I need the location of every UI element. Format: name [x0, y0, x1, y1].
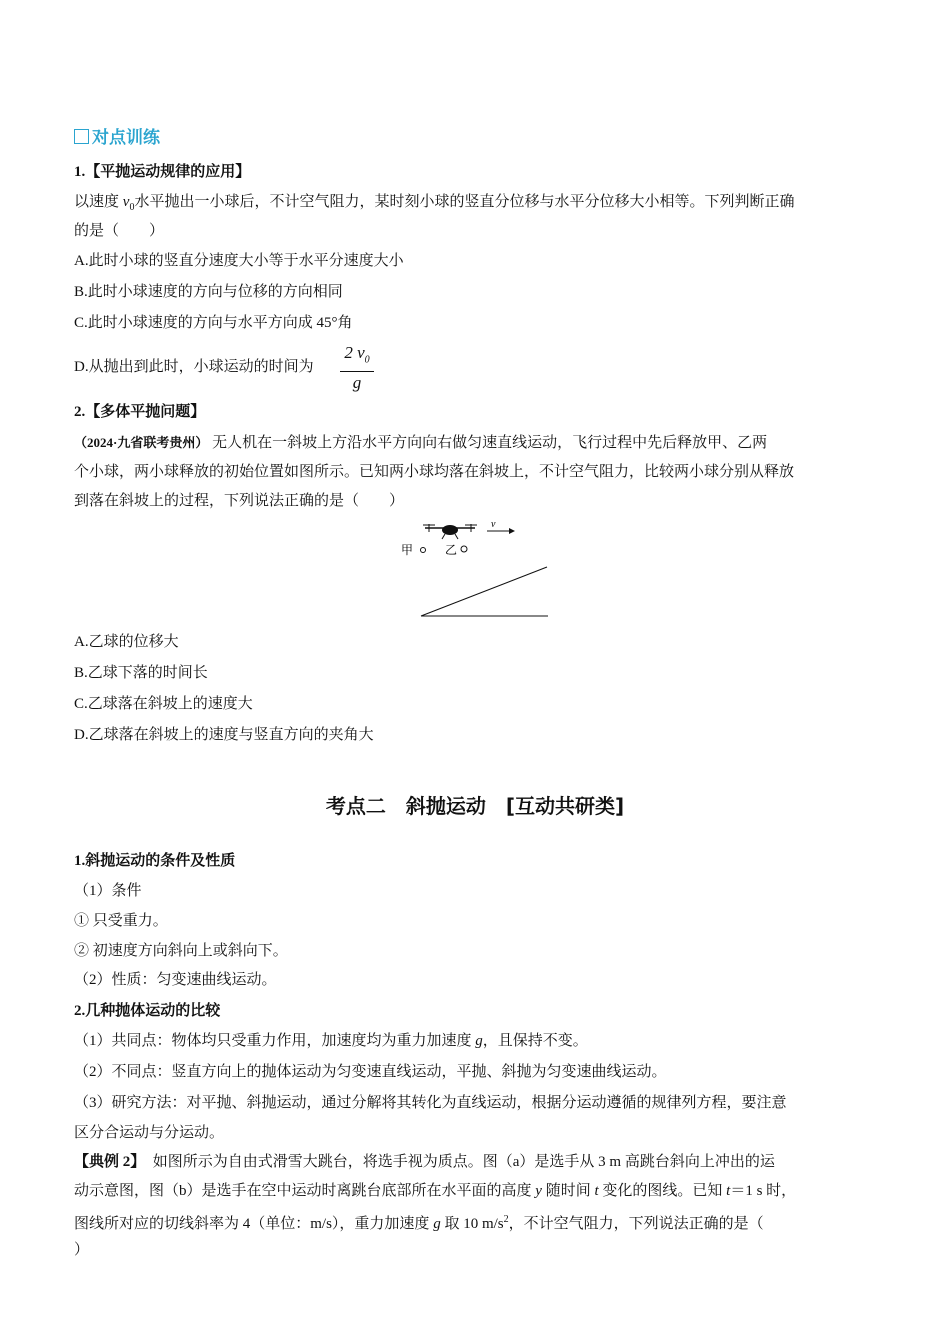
- section2-title: 考点二 斜抛运动 [互动共研类]: [325, 794, 625, 818]
- q2-stem-line2: 个小球，两小球释放的初始位置如图所示。已知两小球均落在斜坡上，不计空气阻力，比较两小球分别从释放: [74, 464, 795, 480]
- q2-option-d: D.乙球落在斜坡上的速度与竖直方向的夹角大: [74, 727, 374, 743]
- q1-option-d: D.从抛出到此时，小球运动的时间为: [74, 359, 314, 375]
- ball-jia-label: 甲: [401, 543, 414, 557]
- q2-option-c: C.乙球落在斜坡上的速度大: [74, 696, 253, 712]
- example2-line3: 图线所对应的切线斜率为 4（单位：m/s），重力加速度 g 取 10 $m/s^2$，不计空气阻力，下列说法正确的是（: [74, 1214, 764, 1232]
- q1-option-c: C.此时小球速度的方向与水平方向成 45°角: [74, 315, 353, 331]
- q2-option-b: B.乙球下落的时间长: [74, 665, 208, 681]
- q2-title: 2.【多体平抛问题】: [74, 404, 206, 420]
- q1-option-d-fraction: 2 $v_0$ g: [340, 344, 374, 392]
- slope-line: [421, 567, 547, 616]
- s2-common-point: （1）共同点：物体均只受重力作用，加速度均为重力加速度 g，且保持不变。: [74, 1033, 588, 1049]
- q1-title: 1.【平抛运动规律的应用】: [74, 164, 251, 180]
- s2-method-line2: 区分合运动与分运动。: [74, 1125, 225, 1141]
- q1-stem-line1: 以速度 $v_0$水平抛出一小球后，不计空气阻力，某时刻小球的竖直分位移与水平分位移大小相等。下列判断正确: [74, 194, 795, 213]
- drone-icon: [423, 524, 477, 539]
- s2-condition-2: ② 初速度方向斜向上或斜向下。: [74, 943, 288, 959]
- s2-condition-1: ① 只受重力。: [74, 913, 168, 929]
- q1-option-b: B.此时小球速度的方向与位移的方向相同: [74, 284, 343, 300]
- q2-stem-line1: （2024·九省联考贵州） 无人机在一斜坡上方沿水平方向向右做匀速直线运动，飞行过程中先后释放甲、乙两: [74, 435, 768, 451]
- q1-stem-line2: 的是（ ）: [74, 223, 165, 239]
- drone-slope-figure: [395, 516, 565, 624]
- ball-yi: [461, 546, 467, 552]
- q2-source: （2024·九省联考贵州）: [74, 435, 209, 450]
- ball-yi-label: 乙: [445, 543, 458, 557]
- s2-condition: （1）条件: [74, 883, 142, 899]
- checkbox-square-icon: [74, 129, 89, 144]
- example2-label: 【典例 2】: [74, 1154, 138, 1170]
- example2-line4: ）: [74, 1242, 90, 1258]
- s2-property: （2）性质：匀变速曲线运动。: [74, 972, 277, 988]
- q2-stem-line3: 到落在斜坡上的过程，下列说法正确的是（ ）: [74, 493, 405, 509]
- q2-option-a: A.乙球的位移大: [74, 634, 179, 650]
- s2-heading-1: 1.斜抛运动的条件及性质: [74, 853, 236, 869]
- q1-option-a: A.此时小球的竖直分速度大小等于水平分速度大小: [74, 253, 404, 269]
- practice-heading: 对点训练: [74, 128, 160, 148]
- ball-jia: [421, 548, 426, 553]
- s2-difference: （2）不同点：竖直方向上的抛体运动为匀变速直线运动，平抛、斜抛为匀变速曲线运动。: [74, 1064, 667, 1080]
- s2-heading-2: 2.几种抛体运动的比较: [74, 1003, 221, 1019]
- example2-line2: 动示意图，图（b）是选手在空中运动时离跳台底部所在水平面的高度 y 随时间 t 变化的图线。已知 t＝1 s 时，: [74, 1183, 797, 1199]
- velocity-label: v: [491, 519, 496, 530]
- s2-method-line1: （3）研究方法：对平抛、斜抛运动，通过分解将其转化为直线运动，根据分运动遵循的规律列方程，要注意: [74, 1095, 787, 1111]
- example2-line1: 【典例 2】 如图所示为自由式滑雪大跳台，将选手视为质点。图（a）是选手从 3 m 高跳台斜向上冲出的运: [74, 1154, 775, 1170]
